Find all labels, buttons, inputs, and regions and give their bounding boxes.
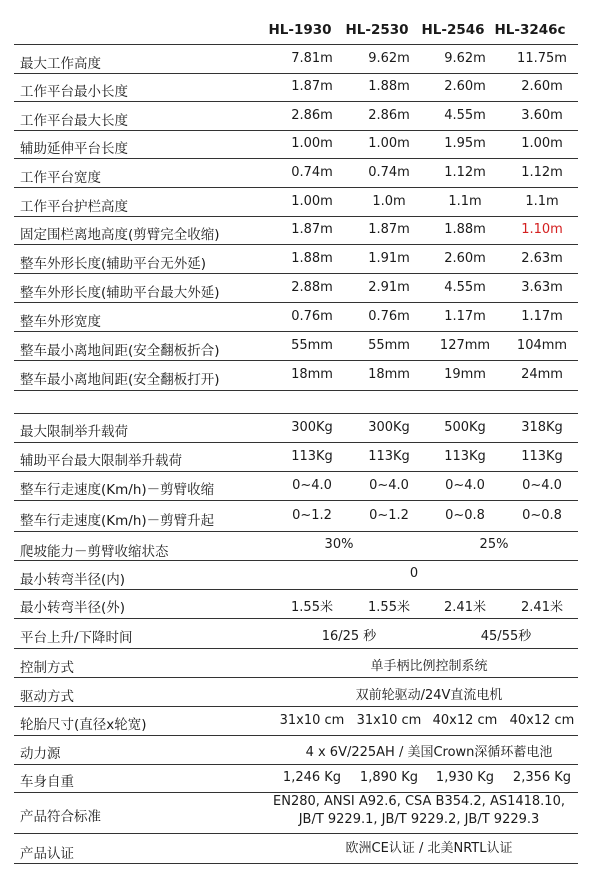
row-label: 辅助平台最大限制举升载荷: [20, 453, 182, 469]
spec-row: [14, 159, 578, 188]
value-cell: 0~4.0: [369, 478, 409, 493]
row-label: 整车最小离地间距(安全翻板打开): [20, 372, 220, 388]
value-cell: 1,246 Kg: [282, 770, 342, 785]
value-cell: 0~4.0: [522, 478, 562, 493]
value-span: 4 x 6V/225AH / 美国Crown深循环蓄电池: [305, 745, 553, 760]
row-label: 辅助延伸平台长度: [20, 141, 128, 157]
spec-row: [14, 245, 578, 274]
value-cell: 1.88m: [368, 79, 410, 94]
spec-row-certification: [14, 834, 578, 863]
value-span-left: 30%: [324, 537, 354, 552]
value-cell: 113Kg: [291, 449, 333, 464]
value-cell: 300Kg: [291, 420, 333, 435]
value-cell: 0~0.8: [522, 508, 562, 523]
spec-row-lift-time: [14, 619, 578, 648]
row-label: 固定围栏离地高度(剪臂完全收缩): [20, 227, 220, 243]
value-cell: 1.95m: [444, 136, 486, 151]
model-hl-1930: HL-1930: [268, 22, 332, 38]
value-cell: 2.60m: [444, 251, 486, 266]
row-label: 整车外形宽度: [20, 314, 101, 330]
value-cell: 2.86m: [368, 108, 410, 123]
value-cell: 1.87m: [291, 222, 333, 237]
value-cell: 55mm: [291, 338, 333, 353]
spec-row-control: [14, 649, 578, 677]
value-cell: 104mm: [516, 338, 568, 353]
value-cell: 1.55米: [291, 600, 333, 615]
value-cell: 2,356 Kg: [512, 770, 572, 785]
value-cell: 1.87m: [291, 79, 333, 94]
spec-row: [14, 361, 578, 390]
value-cell: 2.91m: [368, 280, 410, 295]
value-cell: 3.60m: [521, 108, 563, 123]
value-cell: 0.74m: [368, 165, 410, 180]
value-cell: 1.00m: [291, 136, 333, 151]
spec-row-turn-outer: [14, 590, 578, 618]
value-cell: 1.17m: [444, 309, 486, 324]
spec-row: [14, 332, 578, 361]
value-cell: 1.12m: [521, 165, 563, 180]
standards-line-2: JB/T 9229.1, JB/T 9229.2, JB/T 9229.3: [298, 812, 540, 827]
value-cell: 1.10m: [521, 222, 563, 237]
value-cell: 0.76m: [291, 309, 333, 324]
row-label: 工作平台宽度: [20, 170, 101, 186]
spec-row-standards: [14, 793, 578, 833]
spec-row-power: [14, 736, 578, 764]
spec-row: [14, 73, 578, 102]
value-cell: 40x12 cm: [432, 713, 498, 728]
value-cell: 1.00m: [521, 136, 563, 151]
value-cell: 0.74m: [291, 165, 333, 180]
value-cell: 2.60m: [521, 79, 563, 94]
spec-row: [14, 45, 578, 74]
value-cell: 0~0.8: [445, 508, 485, 523]
value-cell: 113Kg: [444, 449, 486, 464]
spec-row: [14, 303, 578, 332]
standards-line-1: EN280, ANSI A92.6, CSA B354.2, AS1418.10,: [273, 794, 565, 809]
value-cell: 24mm: [521, 367, 563, 382]
row-label: 整车行走速度(Km/h)－剪臂收缩: [20, 482, 215, 498]
value-cell: 11.75m: [517, 51, 567, 66]
row-label: 工作平台最小长度: [20, 84, 128, 100]
value-cell: 500Kg: [444, 420, 486, 435]
value-span: 单手柄比例控制系统: [370, 659, 488, 674]
spec-row-speed-stowed: [14, 472, 578, 500]
spec-row-turn-inner: [14, 561, 578, 589]
value-cell: 2.41米: [444, 600, 486, 615]
row-label: 整车外形长度(辅助平台无外延): [20, 256, 207, 272]
value-cell: 0.76m: [368, 309, 410, 324]
value-cell: 4.55m: [444, 280, 486, 295]
value-cell: 1,930 Kg: [435, 770, 495, 785]
model-header-row: [0, 19, 594, 41]
value-cell: 1.91m: [368, 251, 410, 266]
spec-row: [14, 188, 578, 217]
model-hl-2546: HL-2546: [421, 22, 485, 38]
value-cell: 113Kg: [368, 449, 410, 464]
value-cell: 1.1m: [525, 194, 559, 209]
row-label: 车身自重: [20, 774, 74, 790]
row-label: 产品符合标准: [20, 809, 101, 825]
spec-row-weight: [14, 765, 578, 792]
value-cell: 19mm: [444, 367, 486, 382]
row-label: 轮胎尺寸(直径x轮宽): [20, 717, 147, 733]
value-cell: 31x10 cm: [279, 713, 345, 728]
spec-row: [14, 216, 578, 245]
value-cell: 18mm: [291, 367, 333, 382]
value-cell: 2.63m: [521, 251, 563, 266]
value-span: 0: [409, 566, 419, 581]
spec-row-load: [14, 414, 578, 442]
row-label: 工作平台最大长度: [20, 113, 128, 129]
spec-row: [14, 102, 578, 131]
row-label: 动力源: [20, 746, 61, 762]
value-cell: 0~4.0: [445, 478, 485, 493]
value-cell: 3.63m: [521, 280, 563, 295]
model-hl-2530: HL-2530: [345, 22, 409, 38]
row-label: 工作平台护栏高度: [20, 199, 128, 215]
value-cell: 1.88m: [444, 222, 486, 237]
model-hl-3246c: HL-3246c: [494, 22, 566, 38]
value-cell: 1.1m: [448, 194, 482, 209]
value-cell: 2.88m: [291, 280, 333, 295]
value-cell: 127mm: [439, 338, 491, 353]
value-cell: 7.81m: [291, 51, 333, 66]
spec-row-drive: [14, 678, 578, 706]
table-bottom-rule: [14, 863, 578, 864]
spec-row-aux-load: [14, 443, 578, 471]
value-span-right: 25%: [479, 537, 509, 552]
section-divider-rule: [14, 390, 578, 391]
value-cell: 318Kg: [521, 420, 563, 435]
value-cell: 2.60m: [444, 79, 486, 94]
value-cell: 1.87m: [368, 222, 410, 237]
row-label: 产品认证: [20, 846, 74, 862]
row-label: 平台上升/下降时间: [20, 630, 133, 646]
value-cell: 113Kg: [521, 449, 563, 464]
row-label: 控制方式: [20, 660, 74, 676]
value-cell: 40x12 cm: [509, 713, 575, 728]
value-cell: 1,890 Kg: [359, 770, 419, 785]
value-cell: 1.00m: [291, 194, 333, 209]
value-cell: 1.55米: [368, 600, 410, 615]
row-label: 整车最小离地间距(安全翻板折合): [20, 343, 220, 359]
row-label: 整车行走速度(Km/h)－剪臂升起: [20, 513, 215, 529]
value-cell: 0~1.2: [292, 508, 332, 523]
value-cell: 0~4.0: [292, 478, 332, 493]
row-label: 驱动方式: [20, 689, 74, 705]
value-span: 双前轮驱动/24V直流电机: [355, 688, 503, 703]
row-label: 最大工作高度: [20, 56, 101, 72]
value-cell: 1.88m: [291, 251, 333, 266]
value-cell: 2.86m: [291, 108, 333, 123]
spec-row: [14, 130, 578, 159]
spec-row-tire: [14, 707, 578, 735]
value-cell: 1.00m: [368, 136, 410, 151]
value-cell: 1.0m: [372, 194, 406, 209]
value-cell: 1.17m: [521, 309, 563, 324]
value-cell: 2.41米: [521, 600, 563, 615]
value-cell: 300Kg: [368, 420, 410, 435]
value-span: 欧洲CE认证 / 北美NRTL认证: [345, 841, 513, 856]
value-cell: 31x10 cm: [356, 713, 422, 728]
spec-row-gradeability: [14, 532, 578, 560]
spec-row-speed-raised: [14, 501, 578, 531]
row-label: 爬坡能力－剪臂收缩状态: [20, 544, 169, 560]
value-cell: 18mm: [368, 367, 410, 382]
value-cell: 9.62m: [368, 51, 410, 66]
value-cell: 1.12m: [444, 165, 486, 180]
value-cell: 4.55m: [444, 108, 486, 123]
row-label: 整车外形长度(辅助平台最大外延): [20, 285, 220, 301]
value-cell: 55mm: [368, 338, 410, 353]
value-cell: 0~1.2: [369, 508, 409, 523]
row-label: 最小转弯半径(外): [20, 600, 126, 616]
value-cell: 9.62m: [444, 51, 486, 66]
row-label: 最大限制举升载荷: [20, 424, 128, 440]
spec-row: [14, 274, 578, 303]
value-span-left: 16/25 秒: [321, 629, 377, 644]
row-label: 最小转弯半径(内): [20, 572, 126, 588]
value-span-right: 45/55秒: [480, 629, 532, 644]
